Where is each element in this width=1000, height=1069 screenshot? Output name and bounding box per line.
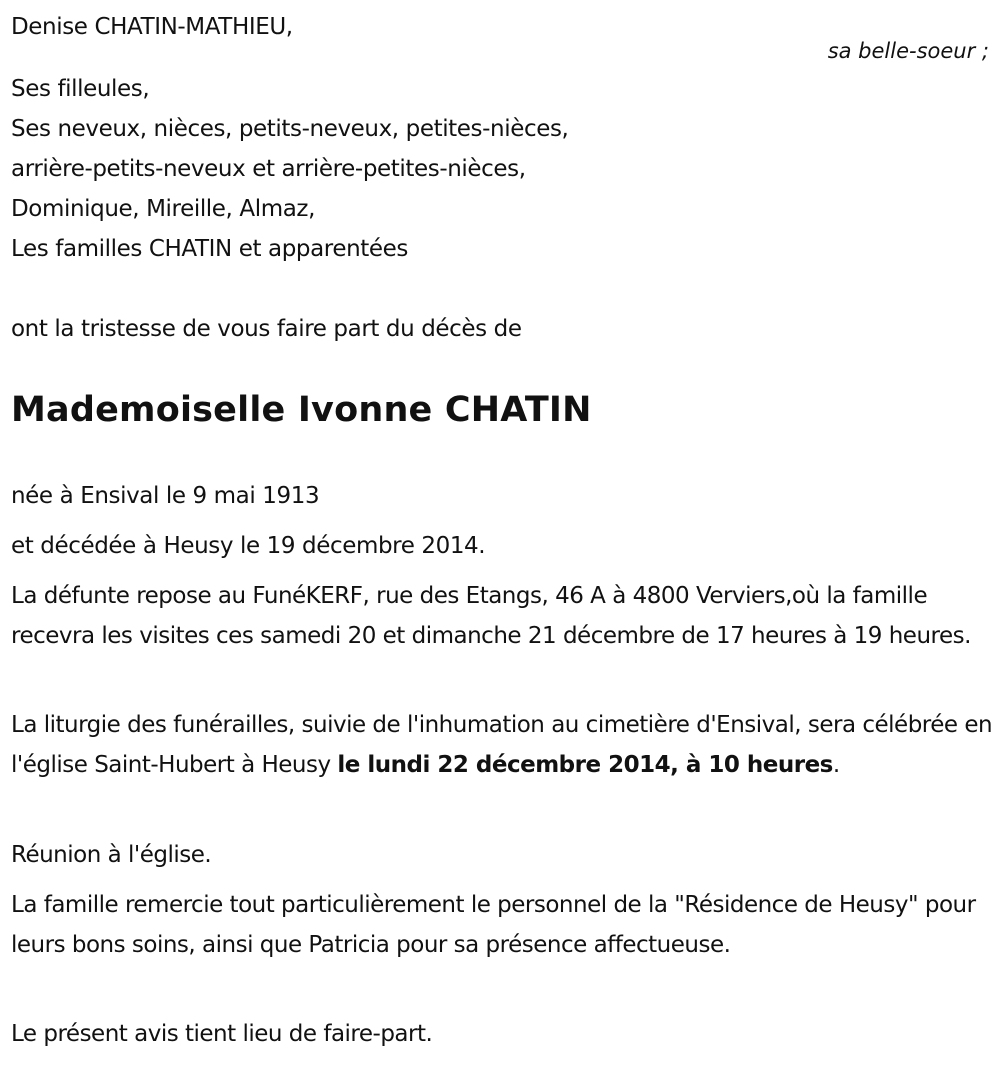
family-line: Dominique, Mireille, Almaz, [11, 196, 315, 222]
reunion-paragraph: Réunion à l'église. [11, 842, 212, 868]
remerciements-paragraph: La famille remercie tout particulièrement le personnel de la "Résidence de Heusy" pour leurs bons soins, ainsi que Patricia pour sa présence affectueuse. [11, 892, 976, 958]
family-line: arrière-petits-neveux et arrière-petites-nièces, [11, 156, 526, 182]
family-line: Ses filleules, [11, 76, 150, 102]
liturgie-date: le lundi 22 décembre 2014, à 10 heures [337, 752, 833, 778]
liturgie-end: . [832, 752, 840, 778]
relative-relation: sa belle-soeur ; [827, 39, 989, 63]
repose-paragraph: La défunte repose au FunéKERF, rue des Etangs, 46 A à 4800 Verviers,où la famille recevra les visites ces samedi 20 et dimanche 21 décembre de 17 heures à 19 heures. [11, 583, 971, 649]
family-line: Ses neveux, nièces, petits-neveux, petites-nièces, [11, 116, 569, 142]
announcement-intro: ont la tristesse de vous faire part du décès de [11, 316, 522, 342]
birth-info: née à Ensival le 9 mai 1913 [11, 483, 320, 509]
deceased-name: Mademoiselle Ivonne CHATIN [11, 390, 592, 430]
faire-part-paragraph: Le présent avis tient lieu de faire-part. [11, 1021, 433, 1047]
family-line: Les familles CHATIN et apparentées [11, 236, 408, 262]
relative-name: Denise CHATIN-MATHIEU, [11, 14, 293, 40]
liturgie-paragraph [11, 705, 996, 785]
liturgie-text: La liturgie des funérailles, suivie de l'inhumation au cimetière d'Ensival, sera célébrée en l'église Saint-Hubert à Heusy [11, 712, 993, 778]
death-info: et décédée à Heusy le 19 décembre 2014. [11, 533, 486, 559]
